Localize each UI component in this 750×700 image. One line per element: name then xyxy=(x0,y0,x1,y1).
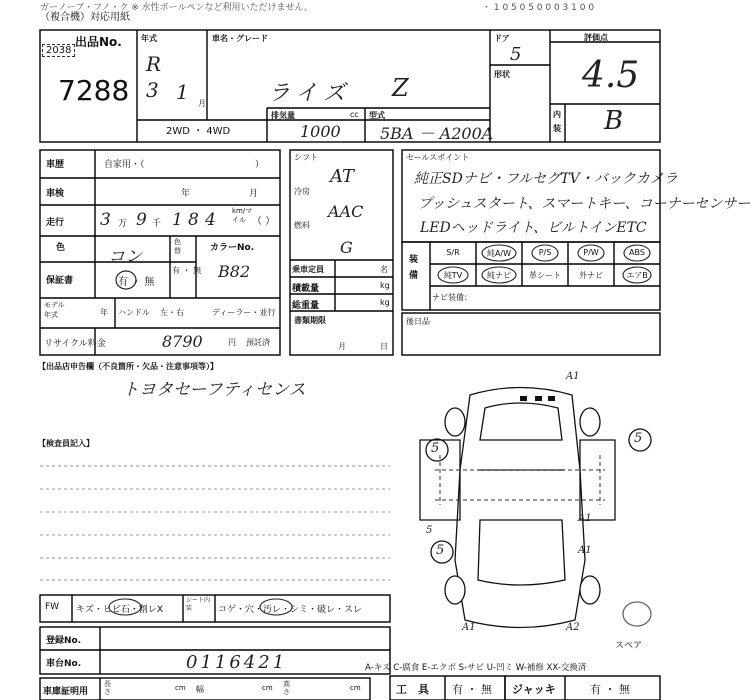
recycle-unit: 円 xyxy=(228,338,236,347)
damage-mark: 5 xyxy=(431,441,440,456)
shaken-month: 月 xyxy=(249,189,259,199)
model-label: 型式 xyxy=(369,111,385,120)
doors-label: ドア xyxy=(494,34,510,43)
reg-deadline-day: 日 xyxy=(380,342,388,351)
score-value: 4.5 xyxy=(582,55,640,96)
model-year-label1: モデル xyxy=(44,301,65,309)
damage-mark: 5 xyxy=(436,543,445,558)
shaken-label: 車検 xyxy=(46,189,65,199)
recycle-label: リサイクル料金 xyxy=(44,339,106,349)
doors-value: 5 xyxy=(510,44,522,65)
dealer-label: ディーラー・並行 xyxy=(212,308,276,317)
tools-options: 有 ・ 無 xyxy=(452,683,492,696)
car-name-label: 車名・グレード xyxy=(212,34,268,43)
sales-point-line: 純正SDナビ・フルセグTV・バックカメラ xyxy=(414,171,678,187)
header-notice: ガーノーブ・フノ・ク ※ 水性ボールペンなど利用いただけません。 xyxy=(40,3,314,13)
displacement-label: 排気量 xyxy=(271,111,295,120)
jack-label: ジャッキ xyxy=(512,683,556,696)
mileage-label: 走行 xyxy=(46,218,65,228)
history-close: ） xyxy=(255,160,265,170)
color-value: コン xyxy=(108,247,142,267)
mileage-man-unit: 万 xyxy=(118,219,128,229)
recycle-deposit: 預託済 xyxy=(246,338,270,347)
form-subtitle: （複合機）対応用紙 xyxy=(40,12,130,23)
equip-sr: S/R xyxy=(446,248,460,257)
equip-alloy: 純A/W xyxy=(486,249,512,258)
color-label: 色 xyxy=(56,243,66,253)
declaration-text: トヨタセーフティセンス xyxy=(122,380,306,400)
color-no-label: カラーNo. xyxy=(210,243,255,253)
equip-abs: ABS xyxy=(629,248,645,257)
fuel-label: 燃料 xyxy=(294,221,310,230)
lot-number: 7288 xyxy=(58,74,130,107)
drive-type: 2WD ・ 4WD xyxy=(166,126,231,137)
fw-damage-items: キズ・ヒビ石・割レX xyxy=(76,605,163,615)
mileage-sen-unit: 千 xyxy=(152,219,162,229)
seat-interior-label: シート内装 xyxy=(186,597,211,612)
damage-mark: A1 xyxy=(578,513,592,524)
load-label: 積載量 xyxy=(292,284,320,294)
year-label: 年式 xyxy=(141,34,157,43)
length-label: 長さ xyxy=(104,680,111,696)
height-unit: cm xyxy=(350,684,361,692)
mileage-digit-h: 1 xyxy=(172,210,183,230)
sales-points-label: セールスポイント xyxy=(406,153,470,162)
model-year-unit: 年 xyxy=(100,308,108,317)
lot-stamp: 2038 xyxy=(42,44,75,57)
equip-navi: 純ナビ xyxy=(487,271,511,280)
equip-ps: P/S xyxy=(538,248,552,257)
car-grade: Z xyxy=(392,74,409,102)
equipment-label: 装備 xyxy=(409,255,419,281)
weight-label: 総重量 xyxy=(292,301,320,311)
score-label: 評価点 xyxy=(584,33,608,42)
reg-deadline-month: 月 xyxy=(338,342,346,351)
handle-label: ハンドル xyxy=(118,308,150,317)
shape-label: 形状 xyxy=(494,70,510,79)
header-digits: ・ 1 0 5 0 5 0 0 0 3 1 0 0 xyxy=(482,3,595,13)
damage-mark: A1 xyxy=(462,622,476,633)
navi-equipment-label: ナビ装備： xyxy=(432,293,472,302)
length-unit: cm xyxy=(175,684,186,692)
color-no: B82 xyxy=(218,262,251,281)
load-unit: kg xyxy=(380,281,390,290)
history-value: 自家用・（ xyxy=(104,160,145,170)
capacity-unit: 名 xyxy=(380,265,388,274)
sales-point-line: プッシュスタート、スマートキー、コーナーセンサー xyxy=(418,196,750,212)
interior-value: B xyxy=(604,106,624,136)
declaration-label: 【出品店申告欄（不良箇所・欠品・注意事項等）】 xyxy=(38,362,218,371)
damage-legend: A-キズ C-腐食 E-エクボ S-サビ U-凹ミ W-補修 XX-交換済 xyxy=(365,663,587,673)
damage-mark: A1 xyxy=(566,371,580,382)
mileage-unit: km/マイル xyxy=(232,207,253,224)
model-value: 5BA － A200A xyxy=(380,124,494,143)
mileage-man: 3 xyxy=(100,210,111,230)
model-year-label2: 年式 xyxy=(44,311,58,319)
height-label: 高さ xyxy=(283,680,290,696)
ac-label: 冷房 xyxy=(294,187,310,196)
spare-label: スペア xyxy=(615,641,643,651)
weight-unit: kg xyxy=(380,298,390,307)
car-name: ライズ xyxy=(268,81,352,106)
year-month: 1 xyxy=(176,80,189,104)
year-month-unit: 月 xyxy=(198,99,206,108)
shaken-year: 年 xyxy=(181,189,191,199)
damage-mark: A1 xyxy=(578,545,592,556)
damage-mark: A2 xyxy=(566,622,580,633)
mileage-paren: （ ） xyxy=(252,216,276,227)
warranty-options: 有 ・ 無 xyxy=(118,277,155,288)
inspector-label: 【検査員記入】 xyxy=(38,439,94,448)
chassis-number: 0116421 xyxy=(186,652,288,673)
fuel-value: G xyxy=(340,238,353,257)
damage-mark: 5 xyxy=(634,431,643,446)
recycle-value: 8790 xyxy=(162,332,203,351)
warranty-label: 保証書 xyxy=(46,276,74,286)
equip-leather: 革シート xyxy=(529,271,561,280)
year-era: R xyxy=(146,52,162,76)
mileage-sen: 9 xyxy=(136,210,147,230)
chassis-label: 車台No. xyxy=(46,659,82,669)
shift-value: AT xyxy=(330,166,355,187)
year-value: 3 xyxy=(146,78,159,102)
displacement-unit: cc xyxy=(350,110,359,119)
tools-label: 工 具 xyxy=(396,683,429,696)
handle-options: 左・右 xyxy=(160,308,184,317)
equip-airbag: エアB xyxy=(626,271,648,280)
color-change-label: 色替 xyxy=(174,238,181,255)
jack-options: 有 ・ 無 xyxy=(590,683,630,696)
registration-label: 登録No. xyxy=(46,636,82,646)
capacity-label: 乗車定員 xyxy=(292,265,324,274)
lot-label: 出品No. xyxy=(75,35,122,49)
shift-label: シフト xyxy=(294,153,318,162)
history-label: 車歴 xyxy=(46,160,65,170)
equip-pw: P/W xyxy=(583,248,599,257)
seat-damage-items: コゲ・穴・汚レ・シミ・破レ・スレ xyxy=(218,605,363,615)
width-label: 幅 xyxy=(196,685,204,694)
interior-label: 内装 xyxy=(553,110,561,133)
color-change-options: 有 ・ 無 xyxy=(172,266,202,275)
later-items-label: 後日品 xyxy=(406,317,430,326)
damage-mark: 5 xyxy=(426,525,433,536)
sales-point-line: LEDヘッドライト、ビルトインETC xyxy=(420,220,647,236)
displacement-value: 1000 xyxy=(300,122,341,141)
mileage-digit-t: 8 xyxy=(188,210,199,230)
garage-cert-label: 車庫証明用 xyxy=(43,687,89,697)
equip-ext-navi: 外ナビ xyxy=(579,271,603,280)
reg-deadline-label: 書類期限 xyxy=(294,316,326,325)
width-unit: cm xyxy=(262,684,273,692)
equip-tv: 純TV xyxy=(443,271,463,280)
ac-value: AAC xyxy=(328,202,364,221)
fw-label: FW xyxy=(45,602,60,612)
mileage-digit-u: 4 xyxy=(205,210,216,230)
